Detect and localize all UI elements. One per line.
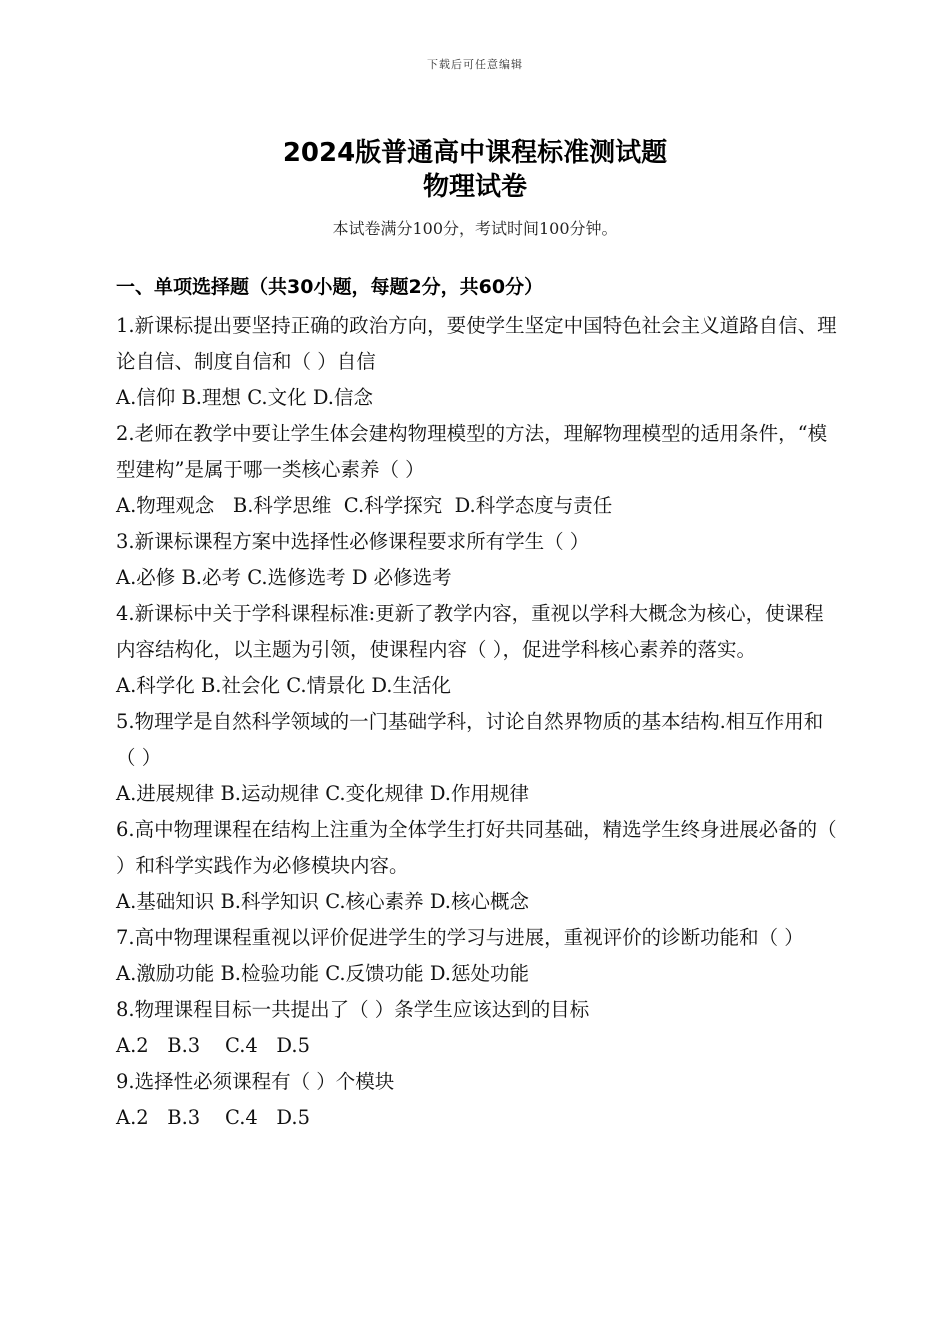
content-area: [116, 272, 840, 1136]
header-note: 下载后可任意编辑: [427, 58, 523, 71]
question-1: [116, 308, 840, 416]
question-text: 6.高中物理课程在结构上注重为全体学生打好共同基础，精选学生终身进展必备的（ ）和科学实践作为必修模块内容。: [116, 818, 837, 877]
question-options: A.激励功能 B.检验功能 C.反馈功能 D.惩处功能: [116, 962, 529, 985]
question-text: 2.老师在教学中要让学生体会建构物理模型的方法，理解物理模型的适用条件，“模型建构”是属于哪一类核心素养（ ）: [116, 422, 828, 481]
question-options: A.科学化 B.社会化 C.情景化 D.生活化: [116, 674, 451, 697]
document-subtitle-exam: 物理试卷: [422, 172, 527, 202]
question-options: A.2 B.3 C.4 D.5: [116, 1106, 310, 1129]
question-text: 7.高中物理课程重视以评价促进学生的学习与进展，重视评价的诊断功能和（ ）: [116, 926, 804, 949]
question-text: 3.新课标课程方案中选择性必修课程要求所有学生（ ）: [116, 530, 590, 553]
exam-info: 本试卷满分100分，考试时间100分钟。: [332, 219, 618, 238]
title-block: [0, 136, 950, 240]
question-text: 9.选择性必须课程有（ ）个模块: [116, 1070, 395, 1093]
question-options: A.物理观念 B.科学思维 C.科学探究 D.科学态度与责任: [116, 494, 613, 517]
document-title: 2024版普通高中课程标准测试题: [282, 138, 668, 168]
question-8: [116, 992, 840, 1064]
question-9: [116, 1064, 840, 1136]
question-3: [116, 524, 840, 596]
question-text: 5.物理学是自然科学领域的一门基础学科，讨论自然界物质的基本结构.相互作用和（ ）: [116, 710, 824, 769]
question-7: [116, 920, 840, 992]
question-options: A.进展规律 B.运动规律 C.变化规律 D.作用规律: [116, 782, 529, 805]
question-options: A.必修 B.必考 C.选修选考 D 必修选考: [116, 566, 452, 589]
question-options: A.2 B.3 C.4 D.5: [116, 1034, 310, 1057]
question-text: 4.新课标中关于学科课程标准:更新了教学内容，重视以学科大概念为核心，使课程内容结构化，以主题为引领，使课程内容（ ），促进学科核心素养的落实。: [116, 602, 824, 661]
question-text: 1.新课标提出要坚持正确的政治方向，要使学生坚定中国特色社会主义道路自信、理论自信、制度自信和（ ）自信: [116, 314, 837, 373]
question-text: 8.物理课程目标一共提出了（ ）条学生应该达到的目标: [116, 998, 590, 1021]
question-5: [116, 704, 840, 812]
question-4: [116, 596, 840, 704]
question-options: A.基础知识 B.科学知识 C.核心素养 D.核心概念: [116, 890, 529, 913]
section-heading: 一、单项选择题（共30小题，每题2分，共60分）: [116, 276, 544, 298]
question-options: A.信仰 B.理想 C.文化 D.信念: [116, 386, 373, 409]
question-6: [116, 812, 840, 920]
question-2: [116, 416, 840, 524]
